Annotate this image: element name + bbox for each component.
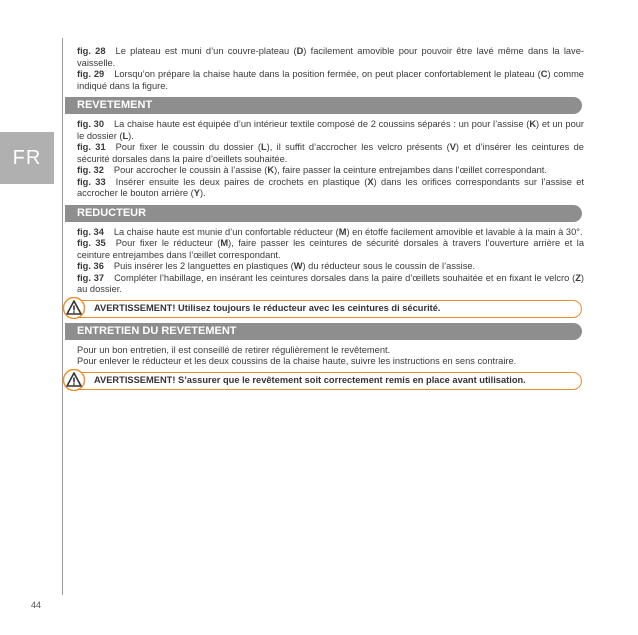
warning-text: AVERTISSEMENT! S’assurer que le revêtement soit correctement remis en place avant utilisation. (94, 374, 526, 385)
language-tab: FR (0, 132, 54, 184)
fig-label: fig. 29 (77, 69, 105, 79)
fig-label: fig. 28 (77, 46, 106, 56)
paragraph-fig32: fig. 32 Pour accrocher le coussin à l’assise (K), faire passer la ceinture entrejambes dans l’œillet correspondant. (77, 165, 547, 175)
fig-label: fig. 36 (77, 261, 104, 271)
paragraph-entretien-2: Pour enlever le réducteur et les deux coussins de la chaise haute, suivre les instructions en sens contraire. (77, 356, 517, 366)
section-heading-revetement: REVETEMENT (65, 97, 582, 114)
main-content (77, 46, 584, 394)
warning-triangle-icon (62, 297, 86, 319)
paragraph-fig37: fig. 37 Compléter l’habillage, en insérant les ceintures dorsales dans la paire d’œillets souhaitée et en fixant le velcro (Z) au dossier. (77, 272, 584, 294)
warning-text: AVERTISSEMENT! Utilisez toujours le réducteur avec les ceintures di sécurité. (94, 302, 441, 313)
paragraph-fig31: fig. 31 Pour fixer le coussin du dossier (L), il suffit d’accrocher les velcro présents (V) et d’insérer les ceintures de sécurité dorsales dans la paire d’oeillets souhaitée. (77, 142, 584, 164)
paragraph-fig29: fig. 29 Lorsqu’on prépare la chaise haute dans la position fermée, on peut placer confortablement le plateau (C) comme indiqué dans la figure. (77, 69, 584, 91)
fig-label: fig. 33 (77, 176, 106, 187)
fig-label: fig. 35 (77, 238, 106, 248)
section-heading-reducteur: REDUCTEUR (65, 205, 582, 222)
paragraph-fig36: fig. 36 Puis insérer les 2 languettes en plastiques (W) du réducteur sous le coussin de l’assise. (77, 261, 476, 271)
paragraph-fig34: fig. 34 La chaise haute est munie d’un confortable réducteur (M) en étoffe facilement amovible et lavable à la main à 30°. (77, 226, 583, 237)
paragraph-fig30: fig. 30 La chaise haute est équipée d’un intérieur textile composé de 2 coussins séparés : un pour l’assise (K) et un pour le dossier (L). (77, 119, 585, 141)
paragraph-fig35: fig. 35 Pour fixer le réducteur (M), faire passer les ceintures de sécurité dorsales à travers l’ouverture arrière et la ceinture entrejambes dans l’œillet correspondant. (77, 238, 584, 260)
paragraph-fig33: fig. 33 Insérer ensuite les deux paires de crochets en plastique (X) dans les orifices correspondants sur l’assise et accrocher le bouton arrière (Y). (77, 176, 584, 198)
section-heading-entretien: ENTRETIEN DU REVETEMENT (65, 323, 582, 340)
warning-triangle-icon (62, 369, 86, 391)
fig-label: fig. 32 (77, 165, 104, 175)
paragraph-entretien-1: Pour un bon entretien, il est conseillé de retirer régulièrement le revêtement. (77, 344, 391, 355)
fig-label: fig. 34 (77, 226, 104, 237)
warning-box-revetement (65, 372, 582, 390)
page-number: 44 (31, 600, 42, 610)
fig-label: fig. 31 (77, 142, 106, 152)
paragraph-fig28: fig. 28 Le plateau est muni d’un couvre-plateau (D) facilement amovible pour pouvoir être lavé même dans la lave-vaisselle. (77, 46, 584, 68)
fig-label: fig. 30 (77, 119, 105, 129)
warning-box-reducteur (65, 300, 582, 318)
fig-label: fig. 37 (77, 272, 105, 283)
